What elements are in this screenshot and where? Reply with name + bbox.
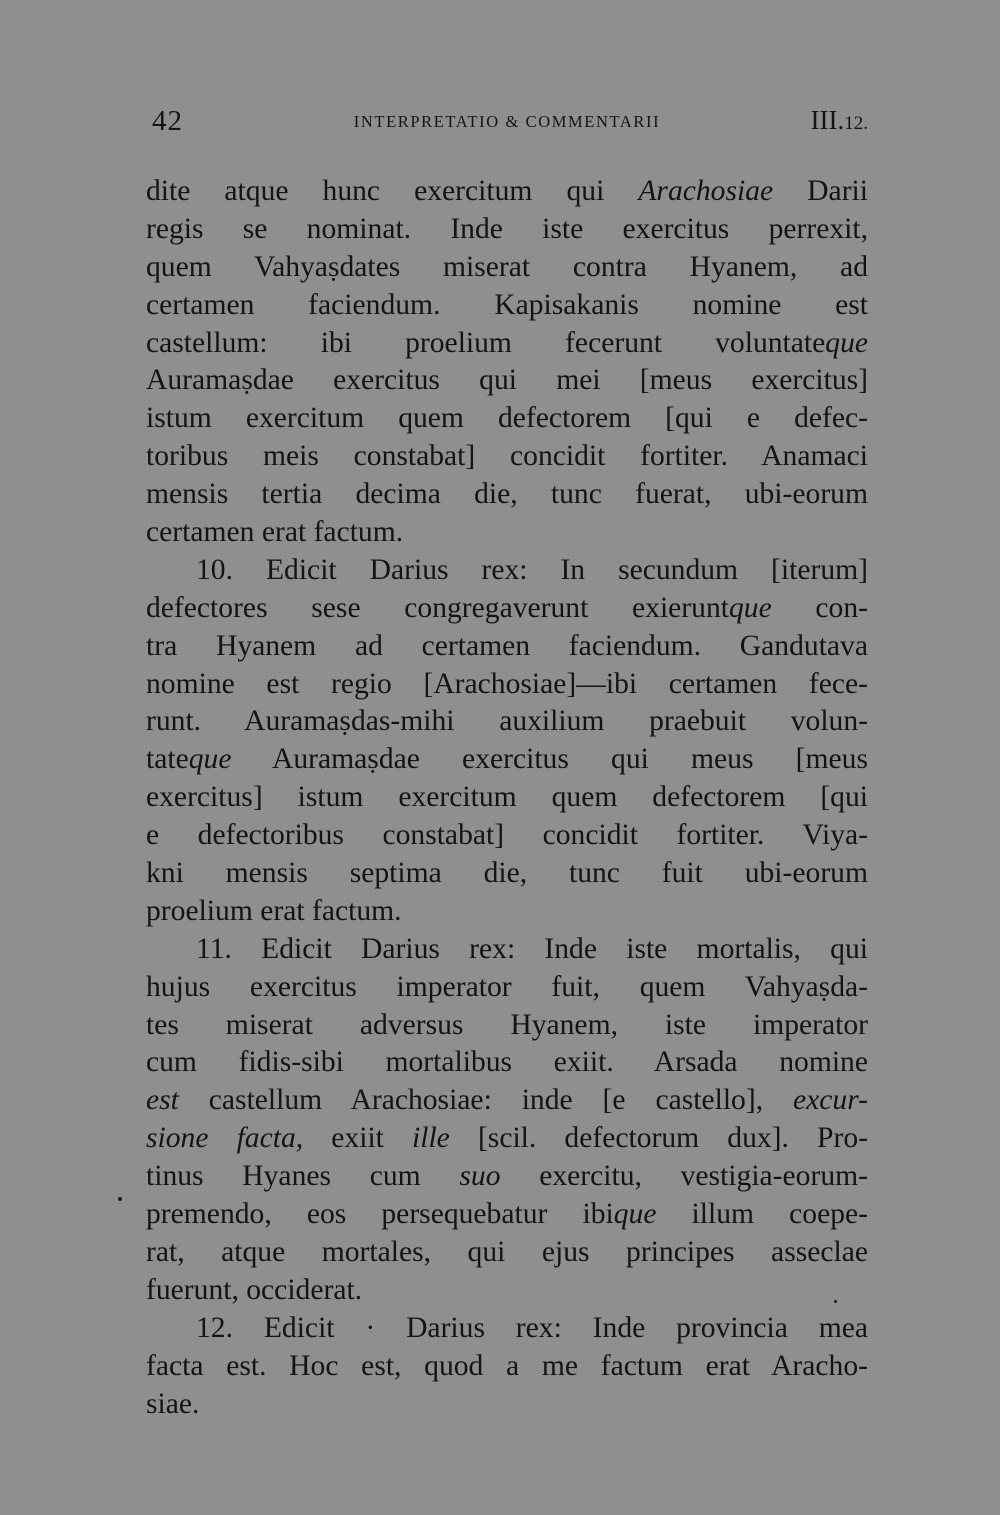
- text-line: [146, 1082, 868, 1120]
- text-line: [146, 703, 868, 741]
- text-run: istum exercitum quem defectorem [qui e defec-: [146, 402, 868, 435]
- text-line: [146, 552, 868, 590]
- text-run: dite atque hunc exercitum qui: [146, 175, 639, 207]
- text-line: [146, 1158, 868, 1196]
- text-run: facta est. Hoc est, quod a me factum erat Aracho-: [146, 1349, 868, 1382]
- text-line: [146, 590, 868, 628]
- text-run: runt. Auramaṣdas-mihi auxilium praebuit volun-: [146, 705, 868, 738]
- text-line: [146, 1272, 868, 1310]
- text-line: [146, 1234, 868, 1272]
- italic-text: Arachosiae: [638, 175, 774, 207]
- text-line: [146, 1310, 868, 1348]
- text-run: quem Vahyaṣdates miserat contra Hyanem, ad: [146, 250, 868, 283]
- text-line: [146, 1120, 868, 1158]
- text-run: tra Hyanem ad certamen faciendum. Gandutava: [146, 629, 868, 662]
- italic-text: suo: [459, 1160, 501, 1193]
- italic-text: ille: [412, 1122, 450, 1155]
- text-run: mensis tertia decima die, tunc fuerat, ubi-eorum: [146, 478, 868, 511]
- text-run: exercitus] istum exercitum quem defectorem [qui: [146, 781, 868, 814]
- section-reference-chapter: III.: [810, 105, 845, 135]
- print-speck: [834, 1300, 837, 1303]
- text-run: 12. Edicit · Darius rex: Inde provincia mea: [196, 1311, 868, 1344]
- text-line: [146, 400, 868, 438]
- text-run: tate: [146, 743, 189, 776]
- text-run: toribus meis constabat] concidit fortiter. Anamaci: [146, 440, 868, 473]
- text-run: regis se nominat. Inde iste exercitus perrexit,: [146, 212, 868, 245]
- text-run: con-: [771, 591, 868, 624]
- text-run: exercitu, vestigia-eorum-: [500, 1160, 868, 1193]
- text-run: kni mensis septima die, tunc fuit ubi-eorum: [146, 857, 868, 890]
- text-line: [146, 287, 868, 325]
- text-line: [146, 893, 868, 931]
- text-line: [146, 173, 868, 211]
- italic-text: sione facta,: [146, 1122, 304, 1155]
- text-run: nomine est regio [Arachosiae]—ibi certamen fece-: [146, 667, 868, 700]
- text-line: [146, 438, 868, 476]
- text-run: siae.: [146, 1387, 200, 1420]
- italic-text: que: [613, 1198, 657, 1231]
- text-run: castellum: ibi proelium fecerunt voluntate: [146, 326, 826, 359]
- text-line: [146, 211, 868, 249]
- italic-text: que: [825, 326, 868, 359]
- text-run: tes miserat adversus Hyanem, iste imperator: [146, 1008, 868, 1041]
- text-run: hujus exercitus imperator fuit, quem Vahyaṣda-: [146, 970, 868, 1003]
- text-run: Auramaṣdae exercitus qui meus [meus: [231, 743, 868, 776]
- book-page: [146, 103, 868, 1423]
- running-head-title: INTERPRETATIO & COMMENTARII: [353, 112, 661, 131]
- text-line: [146, 931, 868, 969]
- text-run: cum fidis-sibi mortalibus exiit. Arsada nomine: [146, 1046, 868, 1079]
- text-run: proelium erat factum.: [146, 894, 402, 927]
- text-line: [146, 476, 868, 514]
- text-run: Auramaṣdae exercitus qui mei [meus exercitus]: [146, 364, 868, 397]
- section-reference-number: 12.: [844, 113, 868, 134]
- text-line: [146, 514, 868, 552]
- italic-text: que: [728, 591, 772, 624]
- text-line: [146, 817, 868, 855]
- text-run: tinus Hyanes cum: [146, 1160, 460, 1193]
- italic-text: est: [146, 1084, 179, 1117]
- text-run: premendo, eos persequebatur ibi: [146, 1198, 614, 1231]
- text-run: fuerunt, occiderat.: [146, 1273, 363, 1306]
- text-line: [146, 666, 868, 704]
- text-run: [scil. defectorum dux]. Pro-: [449, 1122, 869, 1155]
- text-line: [146, 362, 868, 400]
- text-run: castellum Arachosiae: inde [e castello],: [178, 1084, 794, 1117]
- text-line: [146, 779, 868, 817]
- text-run: certamen faciendum. Kapisakanis nomine est: [146, 288, 868, 321]
- print-speck: [118, 1197, 122, 1201]
- text-line: [146, 741, 868, 779]
- text-line: [146, 969, 868, 1007]
- text-line: [146, 1044, 868, 1082]
- text-run: 11. Edicit Darius rex: Inde iste mortalis, qui: [196, 932, 868, 965]
- italic-text: excur-: [793, 1084, 868, 1117]
- text-run: e defectoribus constabat] concidit fortiter. Viya-: [146, 819, 868, 852]
- section-reference: [811, 105, 868, 136]
- text-line: [146, 1196, 868, 1234]
- text-line: [146, 1348, 868, 1386]
- page-number: 42: [152, 105, 183, 137]
- text-run: 10. Edicit Darius rex: In secundum [iterum]: [196, 553, 868, 586]
- text-run: Darii: [773, 175, 868, 207]
- text-line: [146, 628, 868, 666]
- body-text: [146, 173, 868, 1423]
- text-run: exiit: [303, 1122, 413, 1155]
- text-line: [146, 249, 868, 287]
- text-run: rat, atque mortales, qui ejus principes asseclae: [146, 1235, 868, 1268]
- text-line: [146, 1386, 868, 1424]
- text-line: [146, 1007, 868, 1045]
- text-run: illum coepe-: [656, 1198, 868, 1231]
- italic-text: que: [188, 743, 232, 776]
- text-line: [146, 325, 868, 363]
- text-run: certamen erat factum.: [146, 516, 404, 549]
- running-head: [146, 103, 868, 143]
- text-run: defectores sese congregaverunt exierunt: [146, 591, 729, 624]
- text-line: [146, 855, 868, 893]
